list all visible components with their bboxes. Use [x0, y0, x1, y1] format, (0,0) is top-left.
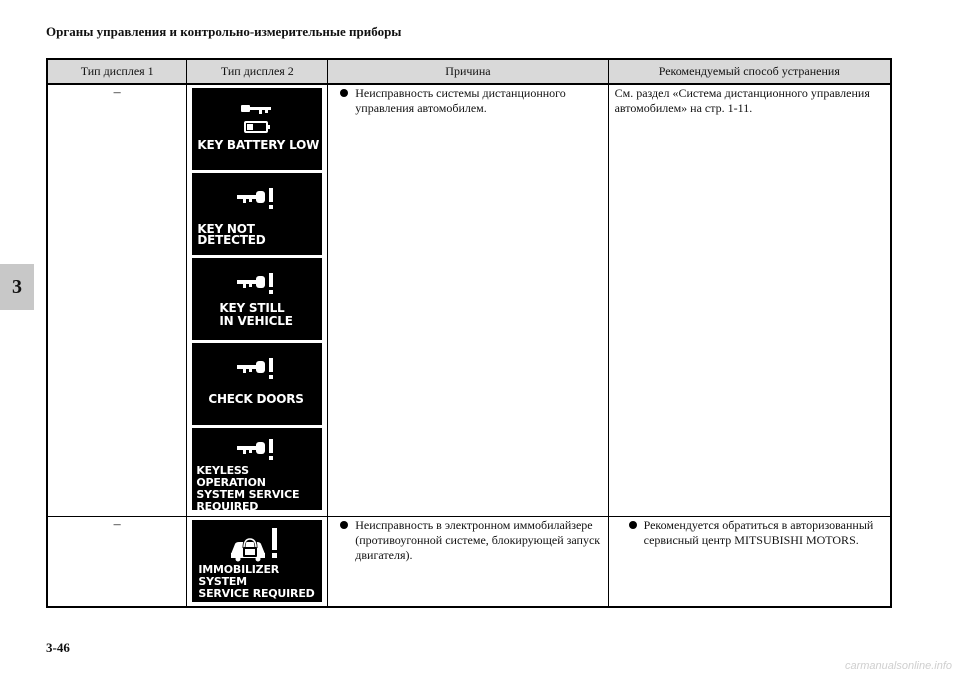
- cause-text: Неисправность системы дистанционного управления автомобилем.: [355, 86, 566, 115]
- remedy-list-item: [629, 518, 884, 548]
- display-type-2-cell: [187, 84, 328, 517]
- remedy-cell: [608, 517, 891, 608]
- key-warning-icon: [192, 270, 322, 300]
- table-row: [47, 84, 891, 517]
- key-not-detected-display: [192, 173, 322, 255]
- column-header-display-type-1: Тип дисплея 1: [47, 59, 187, 84]
- remedy-text: Рекомендуется обратиться в авторизованный сервисный центр MITSUBISHI MOTORS.: [643, 518, 874, 547]
- bullet-icon: [629, 521, 637, 529]
- display-type-2-cell: [187, 517, 328, 608]
- chapter-tab: 3: [0, 264, 34, 310]
- display-type-1-cell: –: [47, 517, 187, 608]
- display-text: KEYLESS OPERATION: [196, 464, 266, 489]
- display-text: KEY BATTERY LOW: [197, 138, 320, 152]
- watermark: carmanualsonline.info: [844, 660, 952, 672]
- display-text: KEY NOT DETECTED: [197, 222, 266, 247]
- immobilizer-icon: [192, 526, 322, 562]
- column-header-display-type-2: Тип дисплея 2: [187, 59, 328, 84]
- key-battery-low-display: [192, 88, 322, 170]
- key-warning-icon: [192, 436, 322, 466]
- bullet-icon: [340, 521, 348, 529]
- table-header-row: [47, 59, 891, 84]
- cause-cell: [328, 84, 608, 517]
- display-text: KEY STILL: [219, 301, 285, 315]
- cause-list-item: [340, 518, 601, 563]
- column-header-remedy: Рекомендуемый способ устранения: [608, 59, 891, 84]
- page-title: Органы управления и контрольно-измерительные приборы: [46, 24, 402, 39]
- warning-table: [46, 58, 892, 608]
- display-text: IN VEHICLE: [219, 314, 293, 328]
- keyless-operation-service-display: [192, 428, 322, 513]
- remedy-cell: [608, 84, 891, 517]
- key-still-in-vehicle-display: [192, 258, 322, 340]
- display-type-1-cell: –: [47, 84, 187, 517]
- table-row: [47, 517, 891, 608]
- key-battery-icon: [192, 102, 322, 136]
- check-doors-display: [192, 343, 322, 425]
- display-text: IMMOBILIZER SYSTEM: [198, 563, 280, 588]
- remedy-text: См. раздел «Система дистанционного управления автомобилем» на стр. 1-11.: [614, 86, 870, 115]
- cause-list-item: [340, 86, 601, 116]
- key-warning-icon: [192, 355, 322, 385]
- bullet-icon: [340, 89, 348, 97]
- display-text: SERVICE REQUIRED: [198, 587, 315, 600]
- immobilizer-service-display: [192, 520, 322, 602]
- display-text: CHECK DOORS: [208, 392, 304, 406]
- page-number: 3-46: [46, 640, 70, 655]
- display-text: SYSTEM SERVICE: [196, 488, 300, 501]
- cause-cell: [328, 517, 608, 608]
- key-warning-icon: [192, 185, 322, 215]
- column-header-cause: Причина: [328, 59, 608, 84]
- display-text: REQUIRED: [196, 500, 259, 513]
- cause-text: Неисправность в электронном иммобилайзере (противоугонной системе, блокирующей запуск двигателя).: [355, 518, 601, 562]
